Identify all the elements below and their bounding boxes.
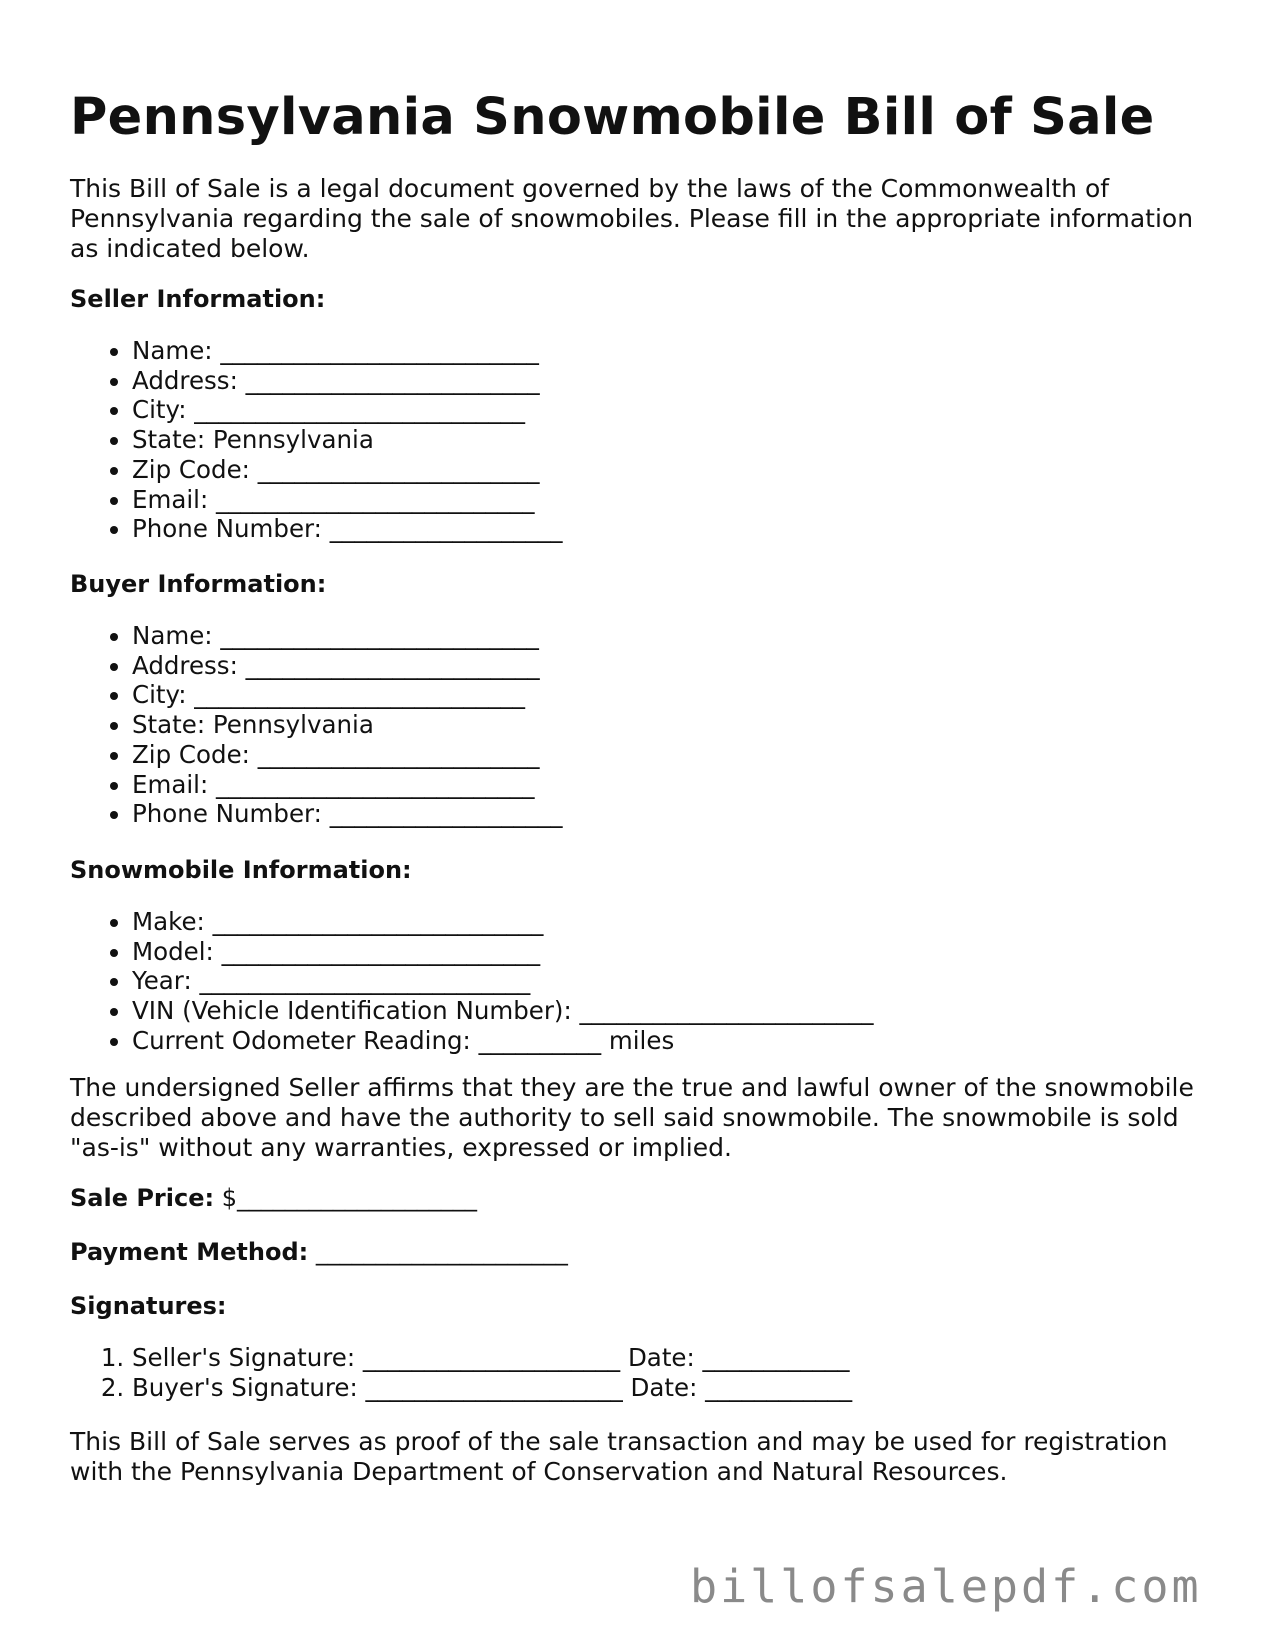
- list-item: • City: ___________________________: [132, 395, 562, 425]
- list-item: • Zip Code: _______________________: [132, 455, 562, 485]
- list-item: • Name: __________________________: [132, 336, 562, 366]
- list-item: • Zip Code: _______________________: [132, 740, 562, 770]
- sale-price-line: [70, 1183, 477, 1213]
- snowmobile-heading: Snowmobile Information:: [70, 856, 412, 884]
- sale-price-label: Sale Price:: [70, 1184, 215, 1212]
- list-item: • Address: ________________________: [132, 651, 562, 681]
- list-item: • Phone Number: ___________________: [132, 514, 562, 544]
- list-item: 1. Seller's Signature: _____________________ Date: ____________: [132, 1343, 852, 1373]
- signatures-heading: Signatures:: [70, 1292, 227, 1320]
- affirmation-paragraph: The undersigned Seller affirms that they are the true and lawful owner of the snowmobile described above and have the authority to sell said snowmobile. The snowmobile is sold "as-is" without any warranties, expressed or implied.: [70, 1073, 1194, 1162]
- snowmobile-list: [70, 907, 874, 1056]
- seller-list: [70, 336, 562, 544]
- list-item: • City: ___________________________: [132, 680, 562, 710]
- closing-paragraph: This Bill of Sale serves as proof of the sale transaction and may be used for registration with the Pennsylvania Department of Conservation and Natural Resources.: [70, 1427, 1168, 1486]
- payment-method-line: [70, 1237, 568, 1267]
- buyer-heading: Buyer Information:: [70, 570, 327, 598]
- list-item: • Email: __________________________: [132, 485, 562, 515]
- list-item: • Name: __________________________: [132, 621, 562, 651]
- sale-price-field: $____________________: [214, 1184, 477, 1212]
- payment-method-field: _____________________: [308, 1238, 568, 1266]
- intro-paragraph: This Bill of Sale is a legal document governed by the laws of the Commonwealth of Pennsylvania regarding the sale of snowmobiles. Please fill in the appropriate information as indicated below.: [70, 174, 1194, 263]
- list-item: 2. Buyer's Signature: _____________________ Date: ____________: [132, 1373, 852, 1403]
- signatures-list: [70, 1343, 852, 1402]
- list-item: • Email: __________________________: [132, 770, 562, 800]
- seller-heading: Seller Information:: [70, 285, 326, 313]
- list-item: • State: Pennsylvania: [132, 710, 562, 740]
- list-item: • Model: __________________________: [132, 937, 874, 967]
- list-item: • Year: ___________________________: [132, 966, 874, 996]
- list-item: • Phone Number: ___________________: [132, 799, 562, 829]
- payment-method-label: Payment Method:: [70, 1238, 309, 1266]
- buyer-list: [70, 621, 562, 829]
- watermark-text: billofsalepdf.com: [690, 1560, 1202, 1613]
- list-item: • State: Pennsylvania: [132, 425, 562, 455]
- list-item: • Address: ________________________: [132, 366, 562, 396]
- list-item: • Current Odometer Reading: __________ miles: [132, 1026, 874, 1056]
- document-title: Pennsylvania Snowmobile Bill of Sale: [70, 88, 1155, 147]
- list-item: • Make: ___________________________: [132, 907, 874, 937]
- list-item: • VIN (Vehicle Identification Number): ________________________: [132, 996, 874, 1026]
